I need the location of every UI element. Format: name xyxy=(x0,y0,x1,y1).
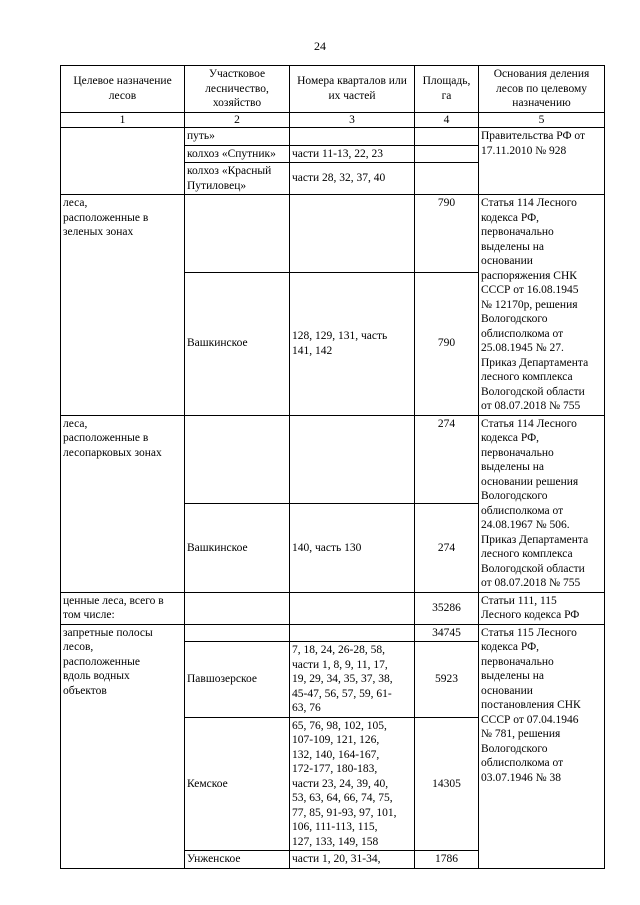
quarters-cell: части 28, 32, 37, 40 xyxy=(290,163,415,195)
forestry-cell xyxy=(185,195,290,273)
purpose-cell: запретные полосы лесов, расположенные вдоль водных объектов xyxy=(61,624,185,868)
forestry-cell xyxy=(185,592,290,624)
table-row xyxy=(61,415,605,504)
header-basis: Основания деления лесов по целевому назначению xyxy=(479,66,605,113)
column-number: 2 xyxy=(185,112,290,128)
area-total-cell: 34745 xyxy=(415,624,479,642)
quarters-cell: 128, 129, 131, часть 141, 142 xyxy=(290,272,415,415)
forestry-cell: колхоз «Спутник» xyxy=(185,145,290,163)
area-cell: 5923 xyxy=(415,642,479,718)
column-number: 4 xyxy=(415,112,479,128)
quarters-cell xyxy=(290,415,415,504)
basis-cell: Правительства РФ от 17.11.2010 № 928 xyxy=(479,128,605,195)
quarters-cell xyxy=(290,624,415,642)
forestry-cell: Унженское xyxy=(185,851,290,869)
area-cell: 790 xyxy=(415,272,479,415)
forestry-cell: Вашкинское xyxy=(185,272,290,415)
area-cell: 1786 xyxy=(415,851,479,869)
purpose-cell: леса, расположенные в лесопарковых зонах xyxy=(61,415,185,592)
forestry-cell: путь» xyxy=(185,128,290,146)
forestry-cell: Кемское xyxy=(185,717,290,851)
table-row xyxy=(61,592,605,624)
quarters-cell: части 1, 20, 31-34, xyxy=(290,851,415,869)
table-row xyxy=(61,128,605,146)
quarters-cell xyxy=(290,128,415,146)
area-cell xyxy=(415,163,479,195)
quarters-cell xyxy=(290,195,415,273)
area-cell xyxy=(415,145,479,163)
purpose-cell-empty xyxy=(61,128,185,195)
forestry-cell: Вашкинское xyxy=(185,504,290,593)
basis-cell: Статья 114 Лесного кодекса РФ, первоначально выделены на основании решения Вологодского облисполкома от 24.08.1967 № 506. Приказ Департамента лесного комплекса Вологодской области от 08.07.2018 № 755 xyxy=(479,415,605,592)
area-total-cell: 790 xyxy=(415,195,479,273)
forestry-cell xyxy=(185,624,290,642)
area-cell: 35286 xyxy=(415,592,479,624)
column-number: 1 xyxy=(61,112,185,128)
area-cell: 274 xyxy=(415,504,479,593)
table-row xyxy=(61,195,605,273)
header-row xyxy=(61,66,605,113)
quarters-cell: части 11-13, 22, 23 xyxy=(290,145,415,163)
header-forestry: Участковое лесничество, хозяйство xyxy=(185,66,290,113)
purpose-cell: ценные леса, всего в том числе: xyxy=(61,592,185,624)
forestry-cell: Павшозерское xyxy=(185,642,290,718)
page-number: 24 xyxy=(314,39,326,53)
header-area: Площадь, га xyxy=(415,66,479,113)
basis-cell: Статья 114 Лесного кодекса РФ, первоначально выделены на основании распоряжения СНК СССР от 16.08.1945 № 12170р, решения Вологодского облисполкома от 25.08.1945 № 27. Приказ Департамента лесного комплекса Вологодской области от 08.07.2018 № 755 xyxy=(479,195,605,416)
header-quarters: Номера кварталов или их частей xyxy=(290,66,415,113)
purpose-cell: леса, расположенные в зеленых зонах xyxy=(61,195,185,416)
column-number-row xyxy=(61,112,605,128)
header-purpose: Целевое назначение лесов xyxy=(61,66,185,113)
basis-cell: Статья 115 Лесного кодекса РФ, первоначально выделены на основании постановления СНК СССР от 07.04.1946 № 781, решения Вологодского облисполкома от 03.07.1946 № 38 xyxy=(479,624,605,868)
forestry-cell xyxy=(185,415,290,504)
column-number: 3 xyxy=(290,112,415,128)
column-number: 5 xyxy=(479,112,605,128)
forest-purpose-table xyxy=(60,65,605,869)
quarters-cell: 7, 18, 24, 26-28, 58, части 1, 8, 9, 11, 17, 19, 29, 34, 35, 37, 38, 45-47, 56, 57, 59, 61- 63, 76 xyxy=(290,642,415,718)
quarters-cell xyxy=(290,592,415,624)
area-cell xyxy=(415,128,479,146)
basis-cell: Статьи 111, 115 Лесного кодекса РФ xyxy=(479,592,605,624)
area-cell: 14305 xyxy=(415,717,479,851)
quarters-cell: 65, 76, 98, 102, 105, 107-109, 121, 126, 132, 140, 164-167, 172-177, 180-183, части 23, 24, 39, 40, 53, 63, 64, 66, 74, 75, 77, 85, 91-93, 97, 101, 106, 111-113, 115, 127, 133, 149, 158 xyxy=(290,717,415,851)
quarters-cell: 140, часть 130 xyxy=(290,504,415,593)
area-total-cell: 274 xyxy=(415,415,479,504)
forestry-cell: колхоз «Красный Путиловец» xyxy=(185,163,290,195)
table-row xyxy=(61,624,605,642)
